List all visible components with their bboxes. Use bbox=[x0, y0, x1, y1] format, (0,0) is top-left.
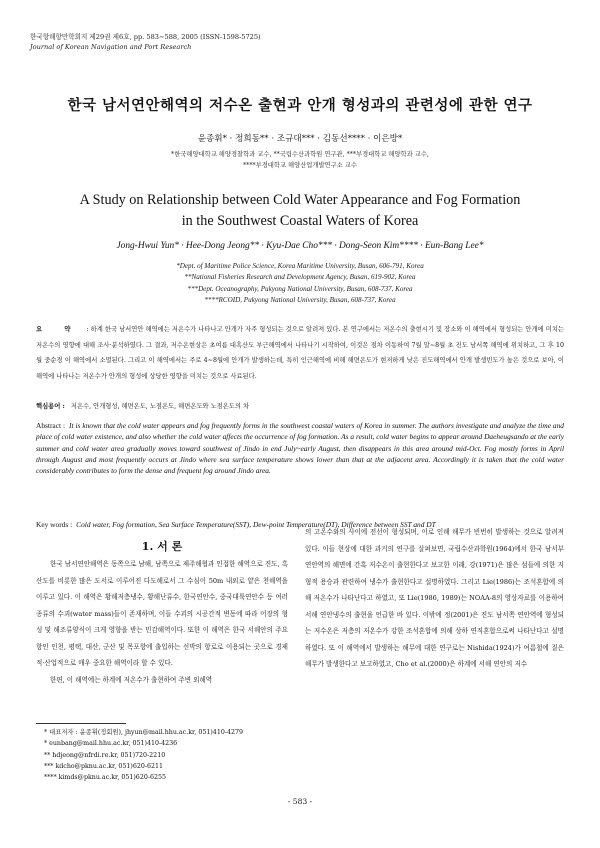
abstract-english-text: It is known that the cold water appears and fog frequently forms in the southwest coastal waters of Korea in summer. The authors investigate and analyze the time and place of cold water existence, and also whether the cold water affects the occurrence of fog formation. As a result, cold water begins to appear around Daeheugsando at the early summer and cold water area gradually moves toward southwest of Jindo in end July~early August, then disappears in this area around mid-Oct. Fog mostly forms in April through August and most frequently occurs at Jindo where sea surface temperature shows lower than that at the adjacent area. Accordingly it is taken that the cold water considerably contributes to form the dense and frequent fog around Jindo area. bbox=[36, 421, 564, 476]
footnote: *** kdcho@pknu.ac.kr, 051)620-6211 bbox=[44, 762, 163, 770]
authors-korean: 윤종휘* · 정희동** · 조규대*** · 김동선**** · 이은방* bbox=[197, 134, 403, 144]
affiliations-korean bbox=[0, 150, 600, 171]
body-paragraph: 의 고온수와의 사이에 전선이 형성되며, 이로 인해 해무가 빈번히 발생하는 것으로 알려져 있다. 이들 현상에 대한 과거의 연구를 살펴보면, 국립수산과학원(1964)에서 한국 남서부연안역의 해면에 간혹 저수온이 출현한다고 보고한 이래, 강(1971)은 많은 섬들에 의한 지형적 용승과 관련하여 냉수가 출현한다고 설명하였다. 그리고 Lie(1986)는 조석혼합에 의해 저온수가 나타난다고 하였고, 또 Lie(1986, 1989)는 NOAA-8의 영상자료를 이용하여 서해 연안냉수의 출현을 언급한 바 있다. 이밖에 정(2001)은 진도 남서쪽 연안역에 형성되는 저수온은 저층의 저온수가 강한 조석혼합에 의해 상하 연직혼합으로써 나타난다고 설명하였다. 또 이 해역에서 발생하는 해무에 대한 연구로는 Nishida(1924)가 여름철에 짙은 해무가 발생한다고 보고하였고, Cho et al.(2000)은 하계에 서해 연안의 저수 bbox=[305, 528, 564, 668]
journal-header bbox=[30, 32, 261, 52]
abstract-korean-text: : 하계 한국 남서연안 해역에는 저온수가 나타나고 안개가 자주 형성되는 것으로 알려져 있다. 본 연구에서는 저온수의 출현시기 및 장소와 이 해역에서 형성되는 안개에 미치는 저온수의 영향에 대해 조사·분석하였다. 그 결과, 저수온현상은 초여름 대흑산도 부근해역에서 나타나기 시작하여, 이것은 점차 이동하여 7월 말∼8월 초 진도 남서쪽 해역에 위치하고, 그 후 10월 중순경 이 해역에서 소멸된다. 그리고 이 해역에서는 주로 4∼8월에 안개가 발생하는데, 특히 인근해역에 비해 해면온도가 현저하게 낮은 진도해역에서 안개 발생빈도가 높은 것으로 보아, 이 해역에 나타나는 저온수가 안개의 형성에 상당한 영향을 미치는 것으로 사료된다. bbox=[36, 326, 564, 381]
footnote: **** kimds@pknu.ac.kr, 051)620-6255 bbox=[44, 774, 166, 782]
title-english bbox=[0, 190, 600, 232]
affiliation-line: *Dept. of Maritime Police Science, Korea Maritime University, Busan, 606-791, Korea bbox=[176, 262, 424, 270]
authors-english: Jong-Hwui Yun* · Hee-Dong Jeong** · Kyu-Dae Cho*** · Dong-Seon Kim**** · Eun-Bang Lee* bbox=[116, 241, 484, 251]
keywords-korean-label: 핵심용어 : bbox=[36, 403, 65, 410]
footnote-divider bbox=[36, 723, 126, 724]
keywords-english-label: Key words : bbox=[36, 520, 73, 529]
keywords-english-text: Cold water, Fog formation, Sea Surface Temperature(SST), Dew-point Temperature(DT), Difference between SST and DT bbox=[76, 520, 436, 529]
affiliation-line: ***Dept. Oceanography, Pukyong National University, Busan, 608-737, Korea bbox=[187, 284, 413, 293]
footnote: ** hdjeong@nfrdi.re.kr, 051)720-2210 bbox=[44, 751, 166, 759]
body-column-right bbox=[305, 524, 564, 673]
affiliation-line: ****부경대학교 해양산업개발연구소 교수 bbox=[243, 161, 357, 169]
affiliation-line: *한국해양대학교 해양경찰학과 교수, **국립수산과학원 연구관, ***부경대학교 해양학과 교수, bbox=[171, 151, 429, 158]
keywords-korean-text: 저온수, 안개형성, 해면온도, 노점온도, 해면온도와 노점온도의 차 bbox=[70, 403, 250, 410]
body-paragraph: 한국 남서연안해역은 동쪽으로 남해, 남쪽으로 제주해협과 인접한 해역으로 진도, 흑산도를 비롯한 많은 도서로 이루어진 다도해로서 그 수심이 50m 내외로 얕은 천해역을 이루고 있다. 이 해역은 황해저층냉수, 황해난류수, 한국연안수, 중국대륙연안수 등 여러 종류의 수괴(water mass)들이 존재하며, 이들 수괴의 시공간적 변동에 따라 어장의 형성 및 해조류양식이 크게 영향을 받는 민감해역이다. 또한 이 해역은 한국 서해안의 주요항인 인천, 평택, 대산, 군산 및 목포항에 출입하는 선박의 항로로 이용되는 곳으로 경제적·산업적으로 매우 중요한 해역이라 할 수 있다. bbox=[36, 560, 288, 667]
affiliation-line: **National Fisheries Research and Development Agency, Busan, 619-902, Korea bbox=[184, 273, 416, 282]
abstract-english bbox=[36, 420, 564, 476]
abstract-korean bbox=[36, 322, 564, 385]
affiliations-english bbox=[0, 261, 600, 307]
title-english-line: in the Southwest Coastal Waters of Korea bbox=[181, 213, 419, 229]
body-column-left bbox=[36, 556, 288, 688]
footnotes bbox=[44, 727, 243, 783]
affiliation-line: ****RCOID, Pukyong National University, Busan, 608-737, Korea bbox=[204, 296, 396, 305]
body-paragraph: 한편, 이 해역에는 하계에 저온수가 출현하여 주변 외해역 bbox=[50, 675, 213, 684]
abstract-korean-label: 요 약 bbox=[36, 326, 81, 333]
title-english-line: A Study on Relationship between Cold Water Appearance and Fog Formation bbox=[79, 192, 521, 208]
page-number: - 583 - bbox=[287, 797, 313, 806]
journal-name-en: Journal of Korean Navigation and Port Research bbox=[30, 43, 192, 51]
footnote: * eunbang@mail.hhu.ac.kr, 051)410-4236 bbox=[44, 740, 178, 748]
abstract-english-label: Abstract : bbox=[36, 421, 66, 430]
journal-citation: 한국항해항만학회지 제29권 제6호, pp. 583∼588, 2005 (ISSN-1598-5725) bbox=[30, 33, 261, 41]
keywords-korean bbox=[36, 401, 564, 410]
footnote: * 대표저자 : 윤종휘(정회원), jhyun@mail.hhu.ac.kr, 051)410-4279 bbox=[44, 729, 243, 736]
section-heading-introduction: 1. 서 론 bbox=[141, 540, 183, 553]
title-korean: 한국 남서연안해역의 저수온 출현과 안개 형성과의 관련성에 관한 연구 bbox=[67, 97, 533, 114]
